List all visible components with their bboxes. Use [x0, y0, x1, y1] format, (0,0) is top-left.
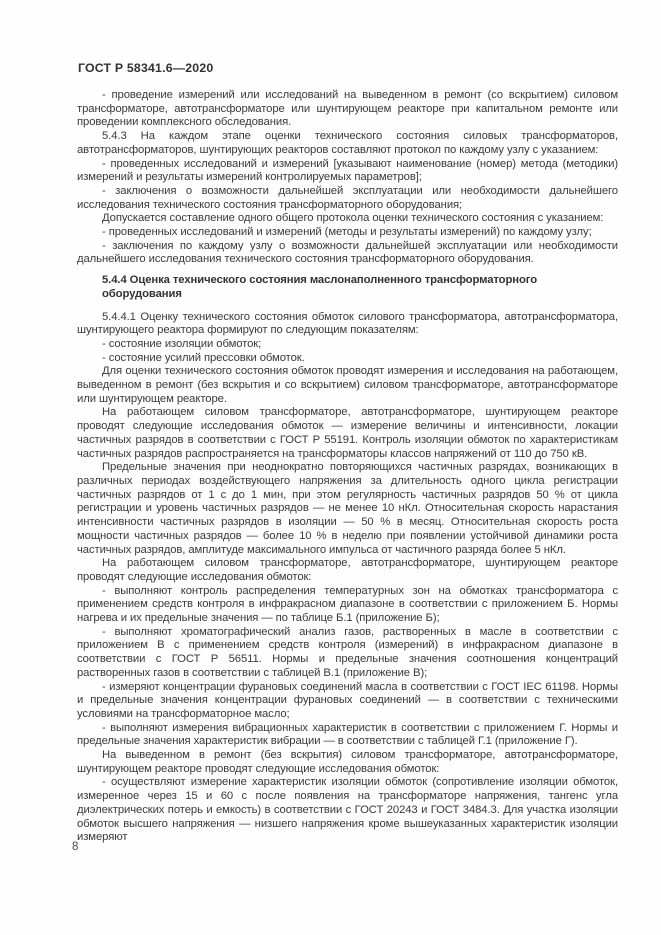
paragraph: - состояние усилий прессовки обмоток.	[102, 351, 305, 364]
page-number: 8	[72, 841, 79, 853]
paragraph: - состояние изоляции обмоток;	[102, 337, 262, 350]
paragraph: - измеряют концентрации фурановых соединений масла в соответствии с ГОСТ IEC 61198. Нормы и предельные значения концентрации фурановых соединений — в соответствии с техническими условиями на трансформаторное масло;	[77, 680, 618, 720]
paragraph: Для оценки технического состояния обмоток проводят измерения и исследования на работающем, выведенном в ремонт (без вскрытия и со вскрытием) силовом трансформаторе, автотрансформаторе или шунтирующем реакторе.	[77, 365, 618, 405]
paragraph: Допускается составление одного общего протокола оценки технического состояния с указанием:	[102, 212, 604, 225]
paragraph: На работающем силовом трансформаторе, автотрансформаторе, шунтирующем реакторе проводят следующие исследования обмоток — измерение величины и интенсивности, локации частичных разрядов в соответствии с ГОСТ Р 55191. Контроль изоляции обмоток по характеристикам частичных разрядов распространяется на трансформаторы классов напряжений от 110 до 750 кВ.	[77, 406, 618, 460]
paragraph: - выполняют контроль распределения температурных зон на обмотках трансформатора с применением средств контроля в инфракрасном диапазоне в соответствии с приложением Б. Нормы нагрева и их предельные значения — по таблице Б.1 (приложение Б);	[77, 584, 618, 625]
paragraph: - проведенных исследований и измерений [указывают наименование (номер) метода (методики) измерений и результаты измерений контролируемых параметров];	[77, 157, 618, 184]
paragraph: На выведенном в ремонт (без вскрытия) силовом трансформаторе, автотрансформаторе, шунтирующем реакторе проводят следующие исследования обмоток:	[77, 749, 618, 775]
paragraph: - проведение измерений или исследований на выведенном в ремонт (со вскрытием) силовом трансформаторе, автотрансформаторе или шунтирующем реакторе при капитальном ремонте или проведении комплексного обследования.	[77, 89, 618, 129]
paragraph: 5.4.4.1 Оценку технического состояния обмоток силового трансформатора, автотрансформатора, шунтирующего реактора формируют по следующим показателям:	[77, 310, 618, 337]
paragraph: - осуществляют измерение характеристик изоляции обмоток (сопротивление изоляции обмоток, измеренное через 15 и 60 с после появления на трансформаторе напряжения, тангенс угла диэлектрических потерь и емкость) в соответствии с ГОСТ 20243 и ГОСТ 3484.3. Для участка изоляции обмоток высшего напряжения — низшего напряжения кроме вышеуказанных характеристик изоляции измеряют	[77, 776, 618, 844]
paragraph: Предельные значения при неоднократно повторяющихся частичных разрядах, возникающих в различных периодах воздействующего напряжения за длительность одного цикла регистрации частичных разрядов от 1 с до 1 мин, при этом регулярность частичных разрядов 50 % от цикла регистрации и уровень частичных разрядов — не менее 10 нКл. Относительная скорость нарастания интенсивности частичных разрядов в изоляции — 50 % в месяц. Относительная скорость роста мощности частичных разрядов — более 10 % в неделю при появлении устойчивой динамики роста частичных разрядов, амплитуде максимального импульса от частичного разряда более 5 нКл.	[77, 461, 618, 556]
paragraph: - проведенных исследований и измерений (методы и результаты измерений) по каждому узлу;	[102, 226, 592, 239]
paragraph: - выполняют хроматографический анализ газов, растворенных в масле в соответствии с приложением В с применением средств контроля (измерений) в инфракрасном диапазоне в соответствии с ГОСТ Р 56511. Нормы и предельные значения соотношения концентраций растворенных газов в соответствии с таблицей В.1 (приложение В);	[77, 625, 618, 679]
section-heading: 5.4.4 Оценка технического состояния маслонаполненного трансформаторного оборудования	[102, 274, 538, 300]
document-body	[77, 89, 618, 845]
paragraph: - заключения о возможности дальнейшей эксплуатации или необходимости дальнейшего исследования технического состояния трансформаторного оборудования;	[77, 184, 618, 211]
paragraph: - заключения по каждому узлу о возможности дальнейшей эксплуатации или необходимости дальнейшего исследования технического состояния трансформаторного оборудования.	[77, 239, 618, 266]
running-header: ГОСТ Р 58341.6—2020	[78, 61, 214, 75]
paragraph: На работающем силовом трансформаторе, автотрансформаторе, шунтирующем реакторе проводят следующие исследования обмоток:	[77, 557, 618, 583]
paragraph: 5.4.3 На каждом этапе оценки технического состояния силовых трансформаторов, автотрансформаторов, шунтирующих реакторов составляют протокол по каждому узлу с указанием:	[77, 130, 618, 156]
paragraph: - выполняют измерения вибрационных характеристик в соответствии с приложением Г. Нормы и предельные значения характеристик вибрации — в соответствии с таблицей Г.1 (приложение Г).	[77, 721, 618, 748]
